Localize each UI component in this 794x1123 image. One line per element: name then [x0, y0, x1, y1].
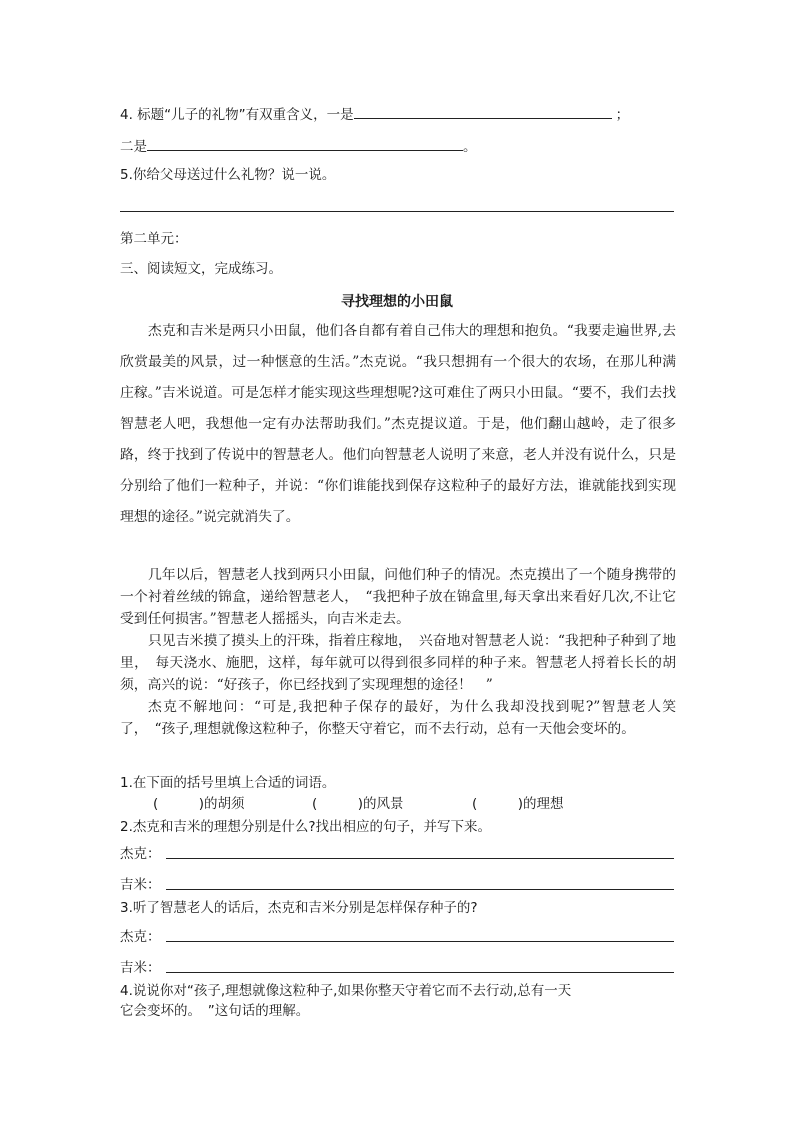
- question-4-line-b: 它会变坏的。 ”这句话的理解。: [120, 1003, 310, 1019]
- paragraph-2-text: 几年以后，智慧老人找到两只小田鼠，问他们种子的情况。杰克摸出了一个随身携带的一个衬着丝绒的锦盒，递给智慧老人， “我把种子放在锦盒里,每天拿出来看好几次,不让它受到任何损害。”智慧老人摇摇头，向吉米走去。: [120, 567, 676, 627]
- story-paragraphs: [120, 564, 676, 740]
- story-title: 寻找理想的小田鼠: [341, 294, 453, 310]
- answer-blank[interactable]: [354, 104, 612, 119]
- label-jimi: 吉米：: [120, 960, 161, 976]
- question-3: 3.听了智慧老人的话后，杰克和吉米分别是怎样保存种子的?: [120, 900, 478, 916]
- question-4-text: 4. 标题“儿子的礼物”有双重含义，一是: [120, 107, 354, 123]
- question-1: 1.在下面的括号里填上合适的词语。: [120, 775, 336, 791]
- unit-heading: 第二单元：: [120, 231, 188, 247]
- question-5: 5.你给父母送过什么礼物？说一说。: [120, 167, 336, 183]
- label-jimi: 吉米：: [120, 877, 161, 893]
- question-4-line2-end: 。: [463, 139, 477, 155]
- question-4-end: ；: [615, 107, 630, 123]
- answer-line-jimi[interactable]: [166, 889, 674, 890]
- label-jack: 杰克：: [120, 929, 161, 945]
- paragraph-4-text: 杰克不解地问：“可是,我把种子保存的最好，为什么我却没找到呢?”智慧老人笑了， “孩子,理想就像这粒种子，你整天守着它，而不去行动，总有一天他会变坏的。: [120, 699, 676, 737]
- paragraph-text: 杰克和吉米是两只小田鼠，他们各自都有着自己伟大的理想和抱负。“我要走遍世界,去欣赏最美的风景，过一种惬意的生活。”杰克说。“我只想拥有一个很大的农场，在那儿种满庄稼。”吉米说道。可是怎样才能实现这些理想呢?这可难住了两只小田鼠。“要不，我们去找智慧老人吧，我想他一定有办法帮助我们。”杰克提议道。于是，他们翻山越岭，走了很多路，终于找到了传说中的智慧老人。他们向智慧老人说明了来意，老人并没有说什么，只是分别给了他们一粒种子，并说：“你们谁能找到保存这粒种子的最好方法，谁就能找到实现理想的途径。”说完就消失了。: [120, 323, 676, 525]
- question-4-line-a: 4.说说你对“孩子,理想就像这粒种子,如果你整天守着它而不去行动,总有一天: [120, 983, 572, 999]
- question-2: 2.杰克和吉米的理想分别是什么?找出相应的句子，并写下来。: [120, 819, 492, 835]
- question-4-line2-label: 二是: [120, 139, 147, 155]
- answer-line[interactable]: [120, 211, 674, 212]
- answer-blank[interactable]: [147, 136, 463, 151]
- answer-line-jimi[interactable]: [166, 972, 674, 973]
- answer-line-jack[interactable]: [166, 858, 674, 859]
- question-4-line-2: [120, 136, 477, 156]
- story-paragraph-1: [120, 316, 676, 533]
- answer-line-jack[interactable]: [166, 941, 674, 942]
- question-1-item-1[interactable]: ( )的胡须: [153, 796, 245, 812]
- question-1-item-3[interactable]: ( )的理想: [472, 796, 564, 812]
- question-1-item-2[interactable]: ( )的风景: [312, 796, 404, 812]
- label-jack: 杰克：: [120, 846, 161, 862]
- question-4-line-1: [120, 104, 629, 124]
- paragraph-3-text: 只见吉米摸了摸头上的汗珠，指着庄稼地， 兴奋地对智慧老人说：“我把种子种到了地里， 每天浇水、施肥，这样，每年就可以得到很多同样的种子来。智慧老人捋着长长的胡须，高兴的说：“好孩子，你已经找到了实现理想的途径！ ”: [120, 633, 676, 693]
- section-heading: 三、阅读短文，完成练习。: [120, 261, 282, 277]
